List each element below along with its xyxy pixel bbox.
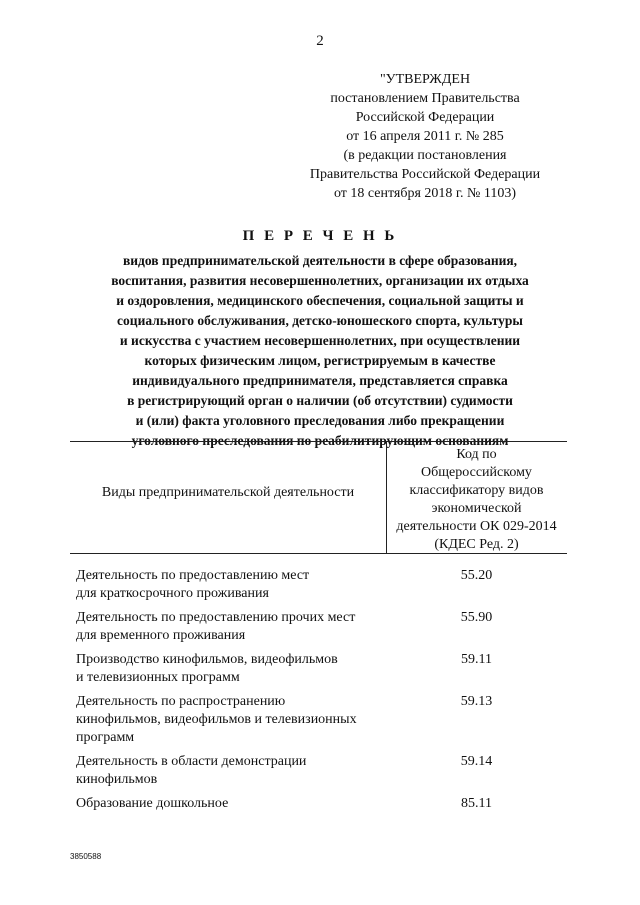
subtitle-line: видов предпринимательской деятельности в сфере образования, [122,253,518,268]
activity-name-line: Образование дошкольное [76,796,229,811]
activity-code: 55.20 [460,568,493,583]
column-header-code [386,446,567,554]
activity-name [76,609,396,645]
activity-code: 55.90 [460,610,493,625]
activity-name-line: Деятельность в области демонстрации [76,754,307,769]
approval-line: "УТВЕРЖДЕН [379,72,471,87]
table-row [0,567,640,603]
approval-line: от 18 сентября 2018 г. № 1103) [333,186,517,201]
activity-name [76,753,396,789]
activity-name-line: Деятельность по распространению [76,694,286,709]
column-header-line: (КДЕС Ред. 2) [434,537,519,552]
table-row [0,753,640,789]
subtitle-line: воспитания, развития несовершеннолетних, организации их отдыха [111,273,529,288]
subtitle-line: уголовного преследования по реабилитирующим основаниям [131,433,509,448]
column-header-line: классификатору видов [409,483,544,498]
activity-name-line: кинофильмов [76,772,158,787]
approval-block [290,70,560,203]
approval-line: (в редакции постановления [343,148,507,163]
approval-line: Правительства Российской Федерации [309,167,541,182]
table-body [0,567,640,819]
page-number: 2 [316,33,324,49]
table-row [0,651,640,687]
column-header-line: Общероссийскому [421,465,532,480]
column-header-line: деятельности ОК 029-2014 [396,519,557,534]
activity-name-line: Деятельность по предоставлению прочих мест [76,610,356,625]
activity-name [76,651,396,687]
approval-line: Российской Федерации [355,110,495,125]
activity-name-line: кинофильмов, видеофильмов и телевизионных [76,712,357,727]
activity-name-line: и телевизионных программ [76,670,240,685]
column-header-activities: Виды предпринимательской деятельности [101,485,355,500]
subtitle-line: в регистрирующий орган о наличии (об отсутствии) судимости [127,393,513,408]
document-title: П Е Р Е Ч Е Н Ь [242,228,398,244]
subtitle-line: социального обслуживания, детско-юношеского спорта, культуры [117,313,523,328]
table-row [0,609,640,645]
document-subtitle [70,251,570,451]
subtitle-line: и искусства с участием несовершеннолетних, при осуществлении [119,333,521,348]
activity-name [76,795,396,813]
approval-line: от 16 апреля 2011 г. № 285 [346,129,504,144]
table-row [0,795,640,813]
activity-name [76,693,396,747]
subtitle-line: индивидуального предпринимателя, представляется справка [132,373,508,388]
activity-code: 59.13 [460,694,493,709]
activity-code: 85.11 [461,796,492,811]
approval-line: постановлением Правительства [330,91,520,106]
activity-code: 59.11 [461,652,492,667]
activity-name-line: Производство кинофильмов, видеофильмов [76,652,338,667]
column-header-line: Код по [456,447,497,462]
activity-name-line: для краткосрочного проживания [76,586,269,601]
document-footer-code: 3850588 [70,852,102,861]
activity-name [76,567,396,603]
subtitle-line: и (или) факта уголовного преследования либо прекращении [135,413,505,428]
activity-code: 59.14 [460,754,493,769]
activity-name-line: для временного проживания [76,628,246,643]
subtitle-line: и оздоровления, медицинского обеспечения, социальной защиты и [116,293,524,308]
table-top-rule [70,441,567,442]
subtitle-line: которых физическим лицом, регистрируемым в качестве [144,353,496,368]
activity-name-line: программ [76,730,135,745]
column-header-line: экономической [431,501,522,516]
table-row [0,693,640,747]
activity-name-line: Деятельность по предоставлению мест [76,568,310,583]
